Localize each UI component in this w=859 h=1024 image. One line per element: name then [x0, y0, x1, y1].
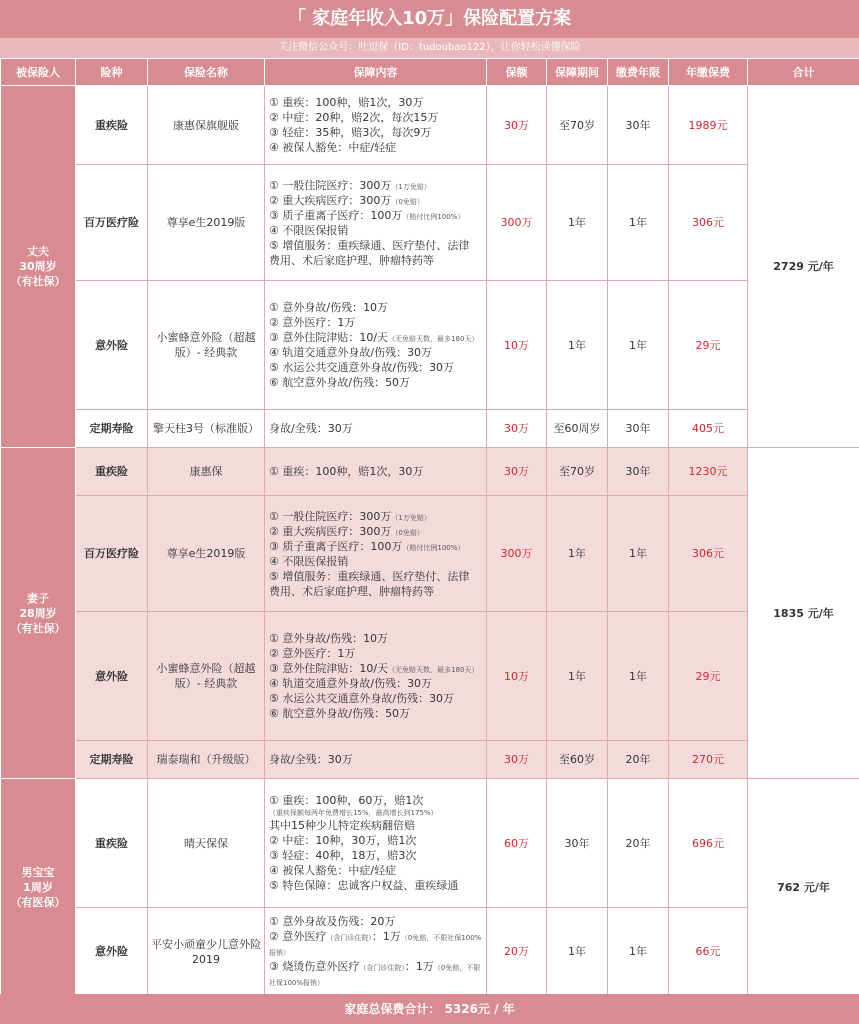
group-total-premium: 2729 元/年 [748, 86, 859, 448]
sum-insured: 30万 [487, 741, 547, 779]
sum-insured: 30万 [487, 410, 547, 448]
payment-years: 1年 [608, 496, 669, 612]
insurance-type: 意外险 [76, 908, 148, 996]
insured-person-cell [1, 779, 76, 996]
coverage-details [265, 779, 487, 908]
coverage-text: 费用、术后家庭护理、肿瘤特药等 [269, 584, 434, 598]
coverage-note: （1万免赔） [391, 182, 431, 191]
annual-premium: 1989元 [669, 86, 748, 165]
payment-years: 1年 [608, 612, 669, 741]
plan-table [0, 58, 859, 996]
coverage-note: （0免赔，不限社保100%报销） [269, 964, 481, 987]
annual-premium: 29元 [669, 612, 748, 741]
coverage-details [265, 410, 487, 448]
coverage-line [269, 464, 482, 479]
coverage-text: ④ 不限医保报销 [269, 223, 349, 237]
coverage-note: （赔付比例100%） [402, 543, 465, 552]
header-type: 险种 [76, 59, 148, 86]
insured-label: 妻子 [27, 591, 49, 605]
coverage-line [269, 863, 482, 878]
sum-insured: 300万 [487, 165, 547, 281]
coverage-text: 身故/全残：30万 [269, 422, 353, 435]
coverage-line [269, 554, 482, 569]
insured-label: （有社保） [10, 621, 66, 635]
table-header-row [1, 59, 859, 86]
product-name: 擎天柱3号（标准版） [148, 410, 265, 448]
group-total-premium: 1835 元/年 [748, 448, 859, 779]
coverage-line [269, 848, 482, 863]
coverage-details [265, 908, 487, 996]
coverage-text: ⑥ 航空意外身故/伤残：50万 [269, 376, 411, 389]
sum-insured: 30万 [487, 448, 547, 496]
coverage-line [269, 878, 482, 893]
payment-years: 30年 [608, 86, 669, 165]
coverage-text: ② 意外医疗：1万 [269, 647, 356, 660]
coverage-line [269, 345, 482, 360]
coverage-line [269, 569, 482, 584]
payment-years: 30年 [608, 410, 669, 448]
coverage-line [269, 253, 482, 268]
payment-years: 20年 [608, 779, 669, 908]
coverage-line [269, 524, 482, 539]
coverage-details [265, 496, 487, 612]
product-name: 瑞泰瑞和（升级版） [148, 741, 265, 779]
coverage-line [269, 360, 482, 375]
insured-label: 男宝宝 [21, 865, 55, 879]
page-title: 「 家庭年收入10万」保险配置方案 [0, 0, 859, 38]
insured-label: （有社保） [10, 275, 66, 288]
coverage-details [265, 741, 487, 779]
sum-insured: 10万 [487, 281, 547, 410]
payment-years: 1年 [608, 281, 669, 410]
product-name: 康惠保旗舰版 [148, 86, 265, 165]
insured-label: 丈夫 [27, 245, 49, 258]
coverage-text: ① 重疾：100种，赔1次，30万 [269, 96, 424, 109]
table-row [1, 779, 859, 908]
coverage-text: ③ 轻症：40种，18万，赔3次 [269, 849, 417, 862]
coverage-line [269, 706, 482, 721]
coverage-line [269, 808, 482, 818]
coverage-line [269, 914, 482, 929]
coverage-line [269, 193, 482, 208]
coverage-text: ② 意外医疗 [269, 930, 327, 943]
insured-person-cell [1, 86, 76, 448]
coverage-period: 1年 [547, 612, 608, 741]
insured-person-cell [1, 448, 76, 779]
group-total-premium: 762 元/年 [748, 779, 859, 996]
insurance-type: 百万医疗险 [76, 165, 148, 281]
family-total: 家庭总保费合计： 5326元 / 年 [0, 994, 859, 1024]
coverage-note: （0免赔） [391, 528, 424, 537]
sum-insured: 30万 [487, 86, 547, 165]
coverage-line [269, 140, 482, 155]
header-product-name: 保险名称 [148, 59, 265, 86]
coverage-details [265, 165, 487, 281]
insured-label: 28周岁 [19, 606, 57, 620]
coverage-line [269, 208, 482, 223]
annual-premium: 1230元 [669, 448, 748, 496]
annual-premium: 306元 [669, 165, 748, 281]
coverage-text: ④ 不限医保报销 [269, 554, 349, 568]
product-name: 小蜜蜂意外险（超越版）- 经典款 [148, 281, 265, 410]
coverage-line [269, 125, 482, 140]
coverage-text: ② 意外医疗：1万 [269, 316, 356, 329]
coverage-line [269, 929, 482, 959]
coverage-line [269, 421, 482, 436]
insurance-type: 意外险 [76, 612, 148, 741]
table-row [1, 448, 859, 496]
coverage-line [269, 752, 482, 767]
coverage-line [269, 646, 482, 661]
coverage-text: ：1万 [404, 960, 434, 973]
insurance-type: 定期寿险 [76, 741, 148, 779]
coverage-period: 30年 [547, 779, 608, 908]
coverage-line [269, 300, 482, 315]
payment-years: 30年 [608, 448, 669, 496]
coverage-note: （重疾保额每两年免费增长15%，最高增长到175%） [269, 809, 438, 817]
sum-insured: 300万 [487, 496, 547, 612]
coverage-details [265, 612, 487, 741]
coverage-text: ⑥ 航空意外身故/伤残：50万 [269, 707, 411, 720]
coverage-text: ① 意外身故及伤残：20万 [269, 915, 396, 928]
coverage-period: 1年 [547, 908, 608, 996]
coverage-text: ① 意外身故/伤残：10万 [269, 632, 389, 645]
insurance-type: 百万医疗险 [76, 496, 148, 612]
coverage-line [269, 375, 482, 390]
sum-insured: 60万 [487, 779, 547, 908]
coverage-line [269, 833, 482, 848]
coverage-line [269, 238, 482, 253]
sum-insured: 20万 [487, 908, 547, 996]
coverage-period: 至70岁 [547, 448, 608, 496]
sum-insured: 10万 [487, 612, 547, 741]
insurance-type: 意外险 [76, 281, 148, 410]
coverage-text: 费用、术后家庭护理、肿瘤特药等 [269, 253, 434, 267]
annual-premium: 306元 [669, 496, 748, 612]
product-name: 晴天保保 [148, 779, 265, 908]
insurance-type: 重疾险 [76, 779, 148, 908]
product-name: 平安小顽童少儿意外险2019 [148, 908, 265, 996]
coverage-line [269, 509, 482, 524]
table-row [1, 741, 859, 779]
coverage-text: ③ 质子重离子医疗：100万 [269, 539, 403, 553]
page-subtitle: 关注微信公众号：吐逗保（ID：tudoubao122），让你轻松读懂保险 [0, 38, 859, 58]
payment-years: 1年 [608, 165, 669, 281]
insurance-type: 重疾险 [76, 448, 148, 496]
coverage-note: （含门诊住院） [326, 934, 372, 942]
header-insured: 被保险人 [1, 59, 76, 86]
header-amount: 保额 [487, 59, 547, 86]
coverage-text: ① 重疾：100种，60万，赔1次 [269, 794, 424, 807]
coverage-line [269, 818, 482, 833]
coverage-line [269, 631, 482, 646]
coverage-period: 1年 [547, 165, 608, 281]
coverage-text: ⑤ 水运公共交通意外身故/伤残：30万 [269, 361, 455, 374]
coverage-details [265, 281, 487, 410]
coverage-period: 至70岁 [547, 86, 608, 165]
coverage-text: ② 重大疾病医疗：300万 [269, 524, 392, 538]
coverage-text: ④ 轨道交通意外身故/伤残：30万 [269, 346, 433, 359]
coverage-line [269, 959, 482, 989]
product-name: 小蜜蜂意外险（超越版）- 经典款 [148, 612, 265, 741]
coverage-text: ⑤ 水运公共交通意外身故/伤残：30万 [269, 692, 455, 705]
product-name: 康惠保 [148, 448, 265, 496]
coverage-line [269, 178, 482, 193]
coverage-text: ① 重疾：100种，赔1次，30万 [269, 465, 424, 478]
coverage-text: ② 中症：20种，赔2次，每次15万 [269, 111, 439, 124]
coverage-text: ② 重大疾病医疗：300万 [269, 193, 392, 207]
header-coverage: 保障内容 [265, 59, 487, 86]
coverage-text: ④ 被保人豁免：中症/轻症 [269, 141, 397, 154]
annual-premium: 29元 [669, 281, 748, 410]
coverage-text: ① 一般住院医疗：300万 [269, 509, 392, 523]
coverage-text: 其中15种少儿特定疾病翻倍赔 [269, 819, 415, 832]
coverage-text: ：1万 [371, 930, 401, 943]
coverage-text: ⑤ 增值服务：重疾绿通、医疗垫付、法律 [269, 569, 470, 583]
product-name: 尊享e生2019版 [148, 165, 265, 281]
coverage-text: ④ 轨道交通意外身故/伤残：30万 [269, 677, 433, 690]
product-name: 尊享e生2019版 [148, 496, 265, 612]
coverage-line [269, 330, 482, 345]
insurance-type: 重疾险 [76, 86, 148, 165]
coverage-line [269, 661, 482, 676]
insurance-type: 定期寿险 [76, 410, 148, 448]
coverage-text: ② 中症：10种，30万，赔1次 [269, 834, 417, 847]
coverage-line [269, 539, 482, 554]
header-total: 合计 [748, 59, 859, 86]
table-row [1, 908, 859, 996]
coverage-line [269, 676, 482, 691]
coverage-text: 身故/全残：30万 [269, 753, 353, 766]
insured-label: 30周岁 [19, 260, 57, 273]
header-period: 保障期间 [547, 59, 608, 86]
coverage-period: 至60周岁 [547, 410, 608, 448]
coverage-text: ③ 质子重离子医疗：100万 [269, 208, 403, 222]
coverage-text: ⑤ 特色保障：忠诚客户权益、重疾绿通 [269, 879, 459, 892]
annual-premium: 405元 [669, 410, 748, 448]
coverage-line [269, 691, 482, 706]
coverage-line [269, 793, 482, 808]
header-premium: 年缴保费 [669, 59, 748, 86]
coverage-note: （含门诊住院） [359, 964, 405, 972]
table-row [1, 410, 859, 448]
coverage-note: （0免赔，不限社保100%报销） [269, 934, 482, 957]
payment-years: 1年 [608, 908, 669, 996]
annual-premium: 270元 [669, 741, 748, 779]
table-row [1, 86, 859, 165]
insured-label: 1周岁 [23, 880, 53, 894]
header-pay-years: 缴费年限 [608, 59, 669, 86]
coverage-details [265, 448, 487, 496]
coverage-note: （1万免赔） [391, 513, 431, 522]
coverage-note: （赔付比例100%） [402, 212, 465, 221]
coverage-text: ④ 被保人豁免：中症/轻症 [269, 864, 397, 877]
coverage-text: ① 意外身故/伤残：10万 [269, 301, 389, 314]
coverage-text: ③ 意外住院津贴：10/天 [269, 662, 389, 675]
insured-label: （有医保） [10, 895, 66, 909]
coverage-details [265, 86, 487, 165]
coverage-text: ③ 轻症：35种，赔3次，每次9万 [269, 126, 432, 139]
coverage-line [269, 315, 482, 330]
coverage-period: 1年 [547, 496, 608, 612]
coverage-period: 至60岁 [547, 741, 608, 779]
coverage-line [269, 584, 482, 599]
table-row [1, 281, 859, 410]
coverage-line [269, 95, 482, 110]
coverage-line [269, 110, 482, 125]
coverage-line [269, 223, 482, 238]
coverage-text: ③ 烧烫伤意外医疗 [269, 960, 360, 973]
coverage-note: （无免赔天数，最多180天） [388, 335, 479, 343]
table-row [1, 496, 859, 612]
annual-premium: 696元 [669, 779, 748, 908]
annual-premium: 66元 [669, 908, 748, 996]
coverage-note: （无免赔天数，最多180天） [388, 666, 479, 674]
coverage-text: ③ 意外住院津贴：10/天 [269, 331, 389, 344]
coverage-note: （0免赔） [391, 197, 424, 206]
coverage-text: ⑤ 增值服务：重疾绿通、医疗垫付、法律 [269, 238, 470, 252]
payment-years: 20年 [608, 741, 669, 779]
table-row [1, 612, 859, 741]
coverage-text: ① 一般住院医疗：300万 [269, 178, 392, 192]
table-row [1, 165, 859, 281]
coverage-period: 1年 [547, 281, 608, 410]
